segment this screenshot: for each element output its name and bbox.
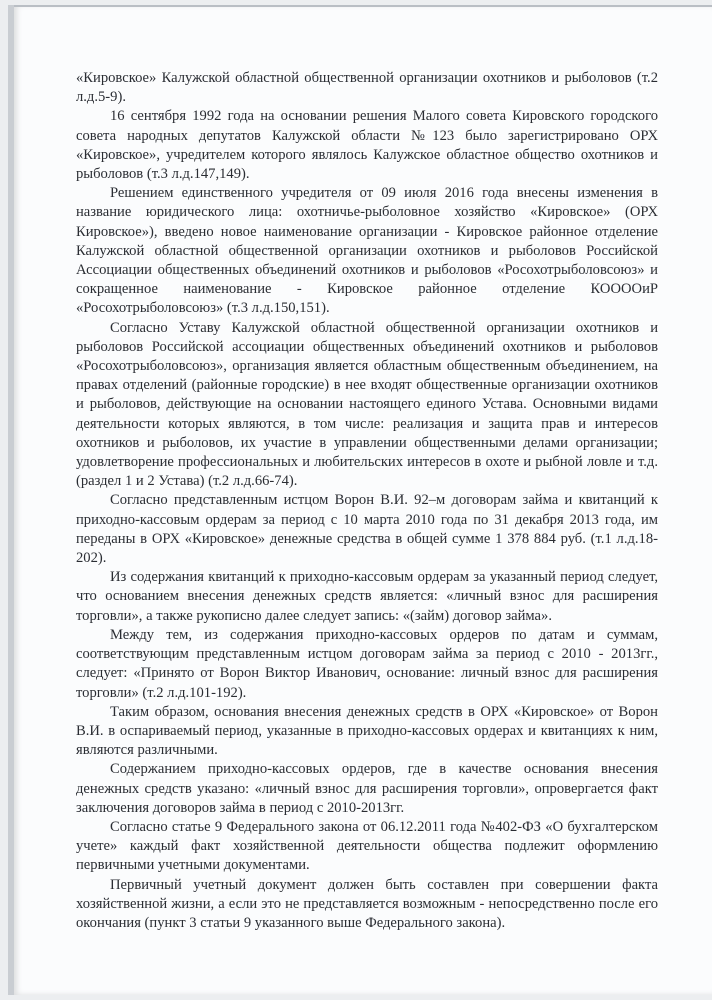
paragraph-cash-orders: Между тем, из содержания приходно-кассовых ордеров по датам и суммам, соответствующим представленным истцом договорам займа за период с 2010 - 2013гг., следует: «Принято от Ворон Виктор Иванович, основание: личный взнос для расширения торговли» (т.2 л.д.101-192).: [76, 626, 658, 701]
paragraph-primary-document: Первичный учетный документ должен быть составлен при совершении факта хозяйственной жизни, а если это не представляется возможным - непосредственно после его окончания (пункт 3 статьи 9 указанного выше Федерального закона).: [76, 876, 658, 931]
paragraph-name-change: Решением единственного учредителя от 09 июля 2016 года внесены изменения в название юридического лица: охотничье-рыболовное хозяйство «Кировское» (ОРХ Кировское»), введено новое наименование организации - Кировское районное отделение Калужской областной общественной организации охотников и рыболовов Российской Ассоциации общественных объединений охотников и рыболовов «Росохотрыболовсоюз» и сокращенное наименование - Кировское районное отделение КОООOиР «Росохотрыболовсоюз» (т.3 л.д.150,151).: [76, 185, 658, 317]
paragraph-registration: 16 сентября 1992 года на основании решения Малого совета Кировского городского совета народных депутатов Калужской области №123 было зарегистрировано ОРХ «Кировское», учредителем которого являлось Калужское областное общество охотников и рыболовов (т.3 л.д.147,149).: [76, 108, 658, 183]
paragraph-law-article: Согласно статье 9 Федерального закона от 06.12.2011 года №402-ФЗ «О бухгалтерском учете» каждый факт хозяйственной деятельности общества подлежит оформлению первичными учетными документами.: [76, 818, 658, 874]
paragraph-receipts: Из содержания квитанций к приходно-кассовым ордерам за указанный период следует, что основанием внесения денежных средств является: «личный взнос для расширения торговли», а также рукописно далее следует запись: «(займ) договор займа».: [76, 569, 658, 624]
paragraph-charter: Согласно Уставу Калужской областной общественной организации охотников и рыболовов Российской ассоциации общественных объединений охотников и рыболовов «Росохотрыболовсоюз», организация является областным общественным объединением, на правах отделений (районные городские) в нее входят общественные организации охотников и рыболовов, действующие на основании настоящего единого Устава. Основными видами деятельности которых являются, в том числе: реализация и защита прав и интересов охотников и рыболовов, их участие в управлении общественными делами организации; удовлетворение профессиональных и любительских интересов в охоте и рыбной ловле и т.д. (раздел 1 и 2 Устава) (т.2 л.д.66-74).: [76, 319, 658, 490]
paragraph-continuation: «Кировское» Калужской областной общественной организации охотников и рыболовов (т.2 л.д.5-9).: [76, 70, 658, 106]
paragraph-refutation: Содержанием приходно-кассовых ордеров, где в качестве основания внесения денежных средств указано: «личный взнос для расширения торговли», опровергается факт заключения договоров займа в период с 2010-2013гг.: [76, 761, 658, 816]
paragraph-loan-agreements: Согласно представленным истцом Ворон В.И. 92–м договорам займа и квитанций к приходно-кассовым ордерам за период с 10 марта 2010 года по 31 декабря 2013 года, им переданы в ОРХ «Кировское» денежные средства в общей сумме 1 378 884 руб. (т.1 л.д.18-202).: [76, 492, 658, 567]
scanned-page: [8, 5, 712, 995]
paragraph-conclusion: Таким образом, основания внесения денежных средств в ОРХ «Кировское» от Ворон В.И. в оспариваемый период, указанные в приходно-кассовых ордерах и квитанциях к ним, являются различными.: [76, 703, 658, 759]
document-body: [76, 69, 658, 933]
page-top-edge: [14, 5, 712, 7]
